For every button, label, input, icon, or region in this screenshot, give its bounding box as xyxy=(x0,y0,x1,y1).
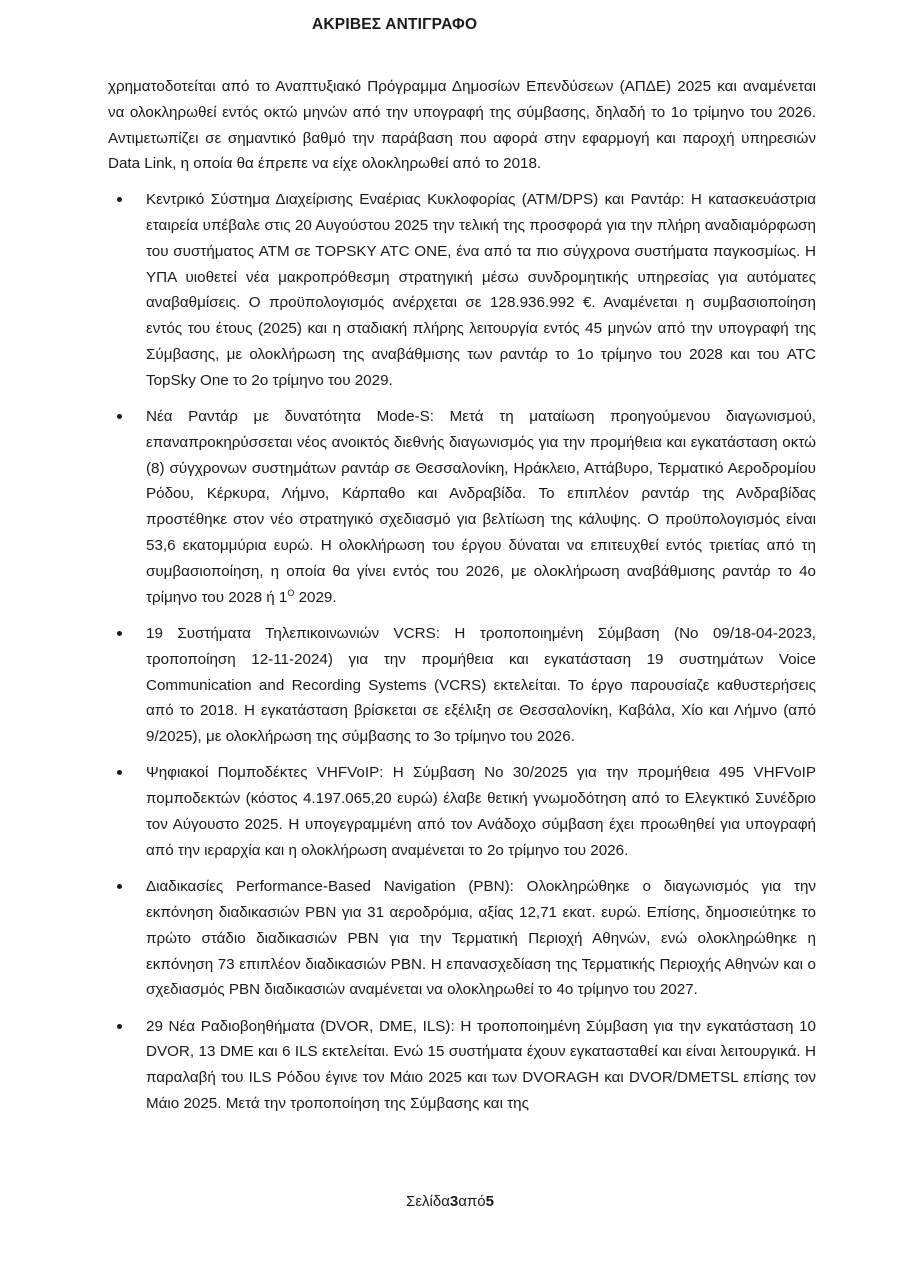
bullet-icon xyxy=(117,197,122,202)
page-label: Σελίδα xyxy=(406,1193,450,1210)
bullet-list xyxy=(108,187,816,1117)
bullet-item-mode-s-radar xyxy=(108,404,816,610)
bullet-text: Διαδικασίες Performance-Based Navigation (PBN): Ολοκληρώθηκε ο διαγωνισμός για την εκπόνηση διαδικασιών PBN για 31 αεροδρόμια, αξίας 12,71 εκατ. ευρώ. Επίσης, δημοσιεύτηκε το πρώτο στάδιο διαδικασιών PBN για την Τερματική Περιοχή Αθηνών, ενώ ολοκληρώθηκε η εκπόνηση 73 επιπλέον διαδικασιών PBN. Η επανασχεδίαση της Τερματικής Περιοχής Αθηνών και ο σχεδιασμός PBN διαδικασιών αναμένεται να ολοκληρωθεί το 4ο τρίμηνο του 2027. xyxy=(146,878,816,999)
bullet-text: Κεντρικό Σύστημα Διαχείρισης Εναέριας Κυκλοφορίας (ATM/DPS) και Ραντάρ: Η κατασκευάστρια εταιρεία υπέβαλε στις 20 Αυγούστου 2025 την τελική της προσφορά για την πλήρη αναδιαμόρφωση του συστήματος ATM σε TOPSKY ATC ONE, ένα από τα πιο σύγχρονα συστήματα παγκοσμίως. Η ΥΠΑ υιοθετεί νέα μακροπρόθεσμη στρατηγική μέσω συνδρομητικής υπηρεσίας για αυτόματες αναβαθμίσεις. Ο προϋπολογισμός ανέρχεται σε 128.936.992 €. Αναμένεται η συμβασιοποίηση εντός του έτους (2025) και η σταδιακή πλήρης λειτουργία εντός 45 μηνών από την υπογραφή της Σύμβασης, με ολοκλήρωση της αναβάθμισης των ραντάρ το 1ο τρίμηνο του 2028 και του ATC TopSky One το 2ο τρίμηνο του 2029. xyxy=(146,191,816,389)
intro-paragraph: χρηματοδοτείται από το Αναπτυξιακό Πρόγραμμα Δημοσίων Επενδύσεων (ΑΠΔΕ) 2025 και αναμένεται να ολοκληρωθεί εντός οκτώ μηνών από την υπογραφή της σύμβασης, δηλαδή το 1ο τρίμηνο του 2026. Αντιμετωπίζει σε σημαντικό βαθμό την παράβαση που αφορά στην εφαρμογή και παροχή υπηρεσιών Data Link, η οποία θα έπρεπε να είχε ολοκληρωθεί από το 2018. xyxy=(108,78,816,173)
bullet-text: 29 Νέα Ραδιοβοηθήματα (DVOR, DME, ILS): Η τροποποιημένη Σύμβαση για την εγκατάσταση 10 DVOR, 13 DME και 6 ILS εκτελείται. Ενώ 15 συστήματα έχουν εγκατασταθεί και είναι λειτουργικά. Η παραλαβή του ILS Ρόδου έγινε τον Μάιο 2025 και των DVORAGH και DVOR/DMETSL επίσης τον Μάιο 2025. Μετά την τροποποίηση της Σύμβασης και της xyxy=(146,1017,816,1112)
bullet-icon xyxy=(117,770,122,775)
page-total: 5 xyxy=(485,1193,494,1210)
bullet-text: Νέα Ραντάρ με δυνατότητα Mode-S: Μετά τη ματαίωση προηγούμενου διαγωνισμού, επαναπροκηρύσσεται νέος ανοικτός διεθνής διαγωνισμός για την προμήθεια και εγκατάσταση οκτώ (8) σύγχρονων συστημάτων ραντάρ σε Θεσσαλονίκη, Ηράκλειο, Αττάβυρο, Τερματικό Αεροδρομίου Ρόδου, Κέρκυρα, Λήμνο, Κάρπαθο και Ανδραβίδα. Το επιπλέον ραντάρ της Ανδραβίδας προστέθηκε στον νέο στρατηγικό σχεδιασμό για βελτίωση της κάλυψης. Ο προϋπολογισμός είναι 53,6 εκατομμύρια ευρώ. Η ολοκλήρωση του έργου δύναται να επιτευχθεί εντός τριετίας από τη συμβασιοποίηση, η οποία θα γίνει εντός του 2026, με ολοκλήρωση αναβάθμισης ραντάρ το 4ο τρίμηνο του 2028 ή 1 xyxy=(146,408,816,606)
document-body xyxy=(108,74,816,1127)
bullet-icon xyxy=(117,1024,122,1029)
superscript: Ο xyxy=(287,587,295,598)
bullet-icon xyxy=(117,631,122,636)
bullet-item-vcrs xyxy=(108,621,816,750)
page-number: 3 xyxy=(449,1193,459,1210)
bullet-icon xyxy=(117,414,122,419)
page-of-label: από xyxy=(458,1193,486,1210)
document-title: ΑΚΡΙΒΕΣ ΑΝΤΙΓΡΑΦΟ xyxy=(312,16,478,33)
bullet-item-radio-aids xyxy=(108,1014,816,1117)
bullet-text: 19 Συστήματα Τηλεπικοινωνιών VCRS: Η τροποποιημένη Σύμβαση (Νο 09/18-04-2023, τροποποίηση 12-11-2024) για την προμήθεια και εγκατάσταση 19 συστημάτων Voice Communication and Recording Systems (VCRS) εκτελείται. Το έργο παρουσίαζε καθυστερήσεις από το 2018. Η εγκατάσταση βρίσκεται σε εξέλιξη σε Θεσσαλονίκη, Καβάλα, Χίο και Λήμνο (από 9/2025), με ολοκλήρωση της σύμβασης το 3ο τρίμηνο του 2026. xyxy=(146,624,816,746)
bullet-text-tail: 2029. xyxy=(294,588,337,606)
bullet-icon xyxy=(117,884,122,889)
bullet-item-pbn xyxy=(108,874,816,1003)
page-footer xyxy=(0,1193,900,1210)
bullet-item-atm xyxy=(108,187,816,393)
bullet-text: Ψηφιακοί Πομποδέκτες VHFVoIP: Η Σύμβαση Νο 30/2025 για την προμήθεια 495 VHFVoIP πομποδεκτών (κόστος 4.197.065,20 ευρώ) έλαβε θετική γνωμοδότηση από το Ελεγκτικό Συνέδριο τον Αύγουστο 2025. Η υπογεγραμμένη από τον Ανάδοχο σύμβαση έχει προωθηθεί για υπογραφή από την ιεραρχία και η ολοκλήρωση αναμένεται το 2ο τρίμηνο του 2026. xyxy=(146,764,816,859)
bullet-item-vhfvoip xyxy=(108,760,816,863)
